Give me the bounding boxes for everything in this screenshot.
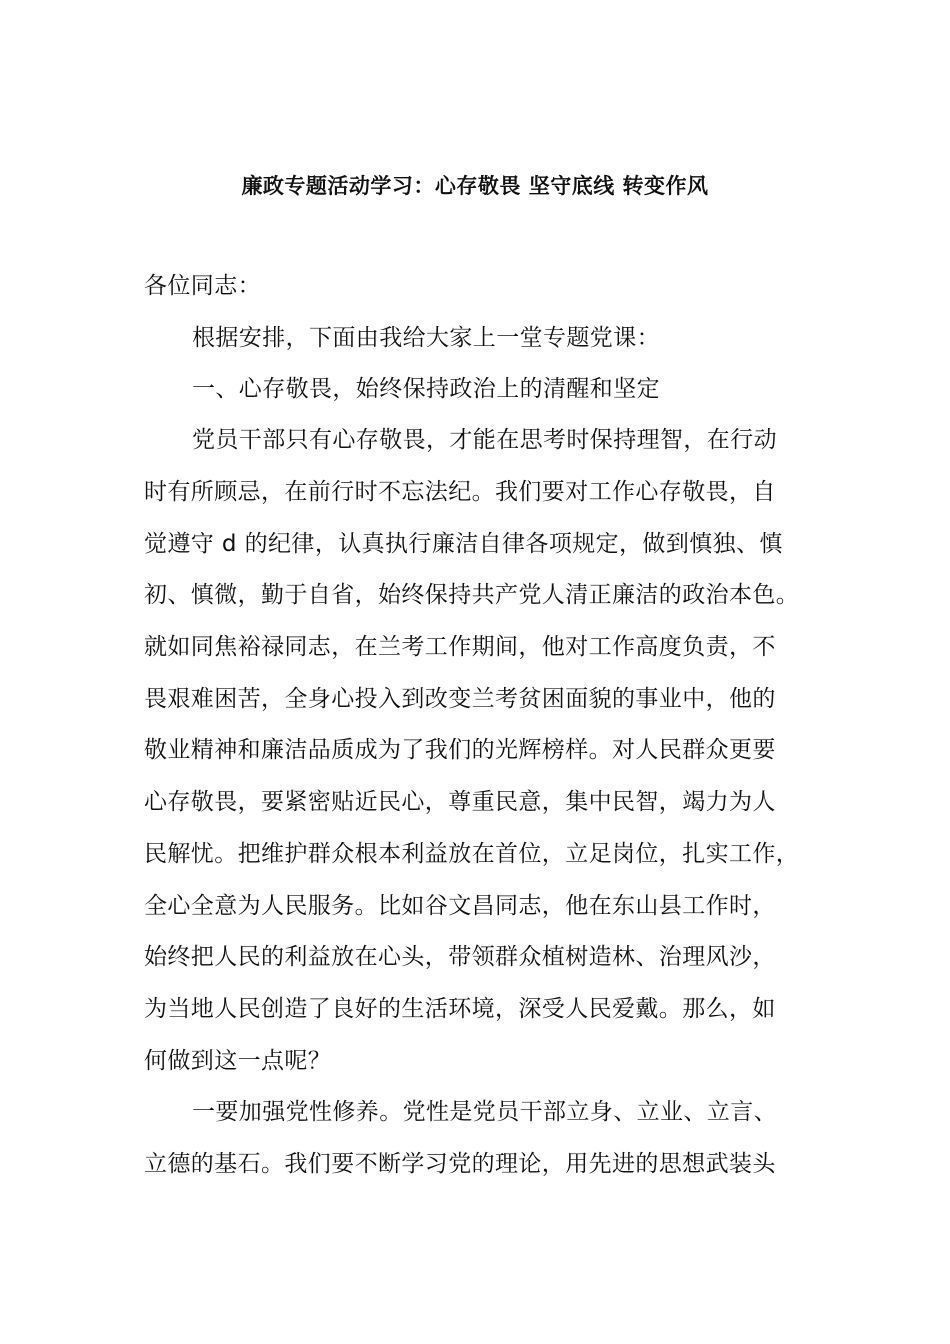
- paragraph-line: 敬业精神和廉洁品质成为了我们的光辉榜样。对人民群众更要: [144, 737, 776, 763]
- paragraph-line: 党员干部只有心存敬畏，才能在思考时保持理智，在行动: [192, 427, 777, 453]
- intro-paragraph: 根据安排，下面由我给大家上一堂专题党课：: [192, 325, 660, 351]
- paragraph-line: 心存敬畏，要紧密贴近民心，尊重民意，集中民智，竭力为人: [144, 789, 776, 815]
- paragraph-line: 何做到这一点呢？: [144, 1048, 332, 1074]
- paragraph-line: 民解忧。把维护群众根本利益放在首位，立足岗位，扎实工作，: [144, 841, 800, 867]
- section-heading: 一、心存敬畏，始终保持政治上的清醒和坚定: [192, 376, 660, 402]
- paragraph-line: 为当地人民创造了良好的生活环境，深受人民爱戴。那么，如: [144, 996, 776, 1022]
- paragraph-line: 立德的基石。我们要不断学习党的理论，用先进的思想武装头: [144, 1151, 776, 1177]
- paragraph-line: 时有所顾忌，在前行时不忘法纪。我们要对工作心存敬畏，自: [144, 479, 776, 505]
- paragraph-line: 就如同焦裕禄同志，在兰考工作期间，他对工作高度负责，不: [144, 634, 776, 660]
- paragraph-line: 初、慎微，勤于自省，始终保持共产党人清正廉洁的政治本色。: [144, 582, 800, 608]
- paragraph-line: 畏艰难困苦，全身心投入到改变兰考贫困面貌的事业中，他的: [144, 686, 776, 712]
- paragraph-line: 全心全意为人民服务。比如谷文昌同志，他在东山县工作时，: [144, 893, 776, 919]
- paragraph-line: 一要加强党性修养。党性是党员干部立身、立业、立言、: [192, 1099, 777, 1125]
- document-title: 廉政专题活动学习：心存敬畏 坚守底线 转变作风: [241, 174, 709, 198]
- paragraph-line: 觉遵守 d 的纪律，认真执行廉洁自律各项规定，做到慎独、慎: [144, 531, 783, 557]
- paragraph-line: 始终把人民的利益放在心头，带领群众植树造林、治理风沙，: [144, 944, 776, 970]
- salutation: 各位同志：: [144, 273, 261, 299]
